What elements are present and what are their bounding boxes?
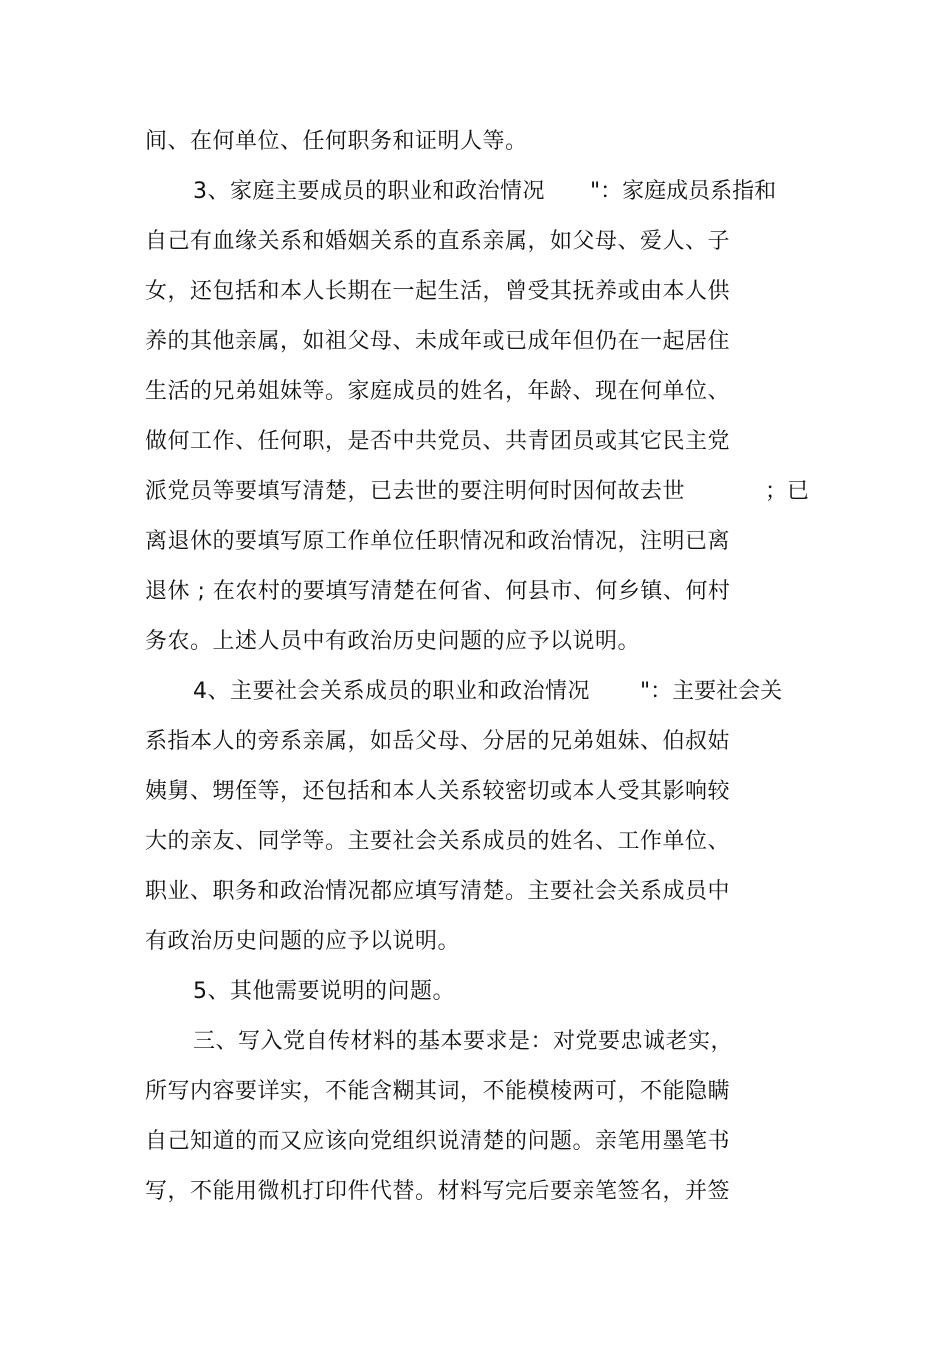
text-line-13: 系指本人的旁系亲属，如岳父母、分居的兄弟姐妹、伯叔姑 (145, 729, 731, 754)
text-line-12-tail: "：主要社会关 (640, 679, 783, 704)
text-line-12: 4、主要社会关系成员的职业和政治情况 (193, 679, 590, 704)
text-line-21: 自己知道的而又应该向党组织说清楚的问题。亲笔用墨笔书 (145, 1129, 731, 1154)
text-line-8-tail: ；已 (765, 479, 810, 504)
text-line-20: 所写内容要详实，不能含糊其词，不能模棱两可，不能隐瞒 (145, 1079, 731, 1104)
text-line-4: 女，还包括和本人长期在一起生活，曾受其抚养或由本人供 (145, 279, 731, 304)
text-line-14: 姨舅、甥侄等，还包括和本人关系较密切或本人受其影响较 (145, 779, 731, 804)
text-line-3: 自己有血缘关系和婚姻关系的直系亲属，如父母、爱人、子 (145, 229, 731, 254)
text-line-10: 退休 ; 在农村的要填写清楚在何省、何县市、何乡镇、何村 (145, 579, 731, 604)
text-line-2: 3、家庭主要成员的职业和政治情况 (193, 179, 545, 204)
text-line-9: 离退休的要填写原工作单位任职情况和政治情况，注明已离 (145, 529, 731, 554)
text-line-2-tail: "：家庭成员系指和 (590, 179, 777, 204)
text-line-15: 大的亲友、同学等。主要社会关系成员的姓名、工作单位、 (145, 829, 731, 854)
text-line-19: 三、写入党自传材料的基本要求是：对党要忠诚老实， (193, 1029, 734, 1054)
text-line-22: 写，不能用微机打印件代替。材料写完后要亲笔签名，并签 (145, 1179, 731, 1204)
text-line-5: 养的其他亲属，如祖父母、未成年或已成年但仍在一起居住 (145, 329, 731, 354)
text-line-11: 务农。上述人员中有政治历史问题的应予以说明。 (145, 629, 641, 654)
text-line-6: 生活的兄弟姐妹等。家庭成员的姓名，年龄、现在何单位、 (145, 379, 731, 404)
text-line-1: 间、在何单位、任何职务和证明人等。 (145, 129, 528, 154)
text-line-18: 5、其他需要说明的问题。 (193, 979, 455, 1004)
text-line-8: 派党员等要填写清楚，已去世的要注明何时因何故去世 (145, 479, 686, 504)
text-line-17: 有政治历史问题的应予以说明。 (145, 929, 461, 954)
text-line-16: 职业、职务和政治情况都应填写清楚。主要社会关系成员中 (145, 879, 731, 904)
text-line-7: 做何工作、任何职，是否中共党员、共青团员或其它民主党 (145, 429, 731, 454)
